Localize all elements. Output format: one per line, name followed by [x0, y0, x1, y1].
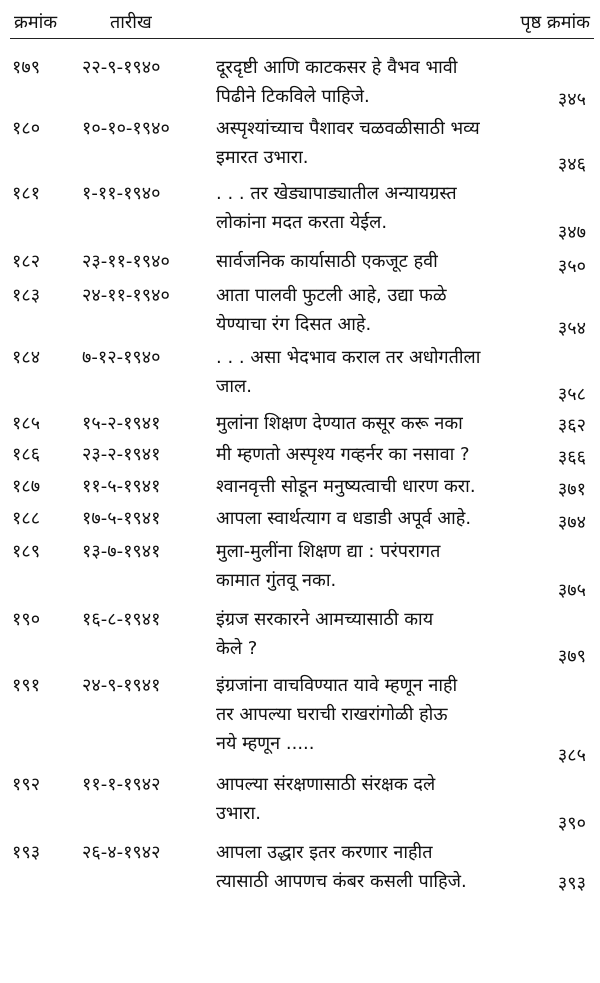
page-number: ३५४	[557, 318, 586, 339]
table-header	[10, 0, 594, 39]
speech-title: आपला उद्धार इतर करणार नाहीत त्यासाठी आपणच कंबर कसली पाहिजे.	[216, 842, 467, 892]
page-number: ३६६	[557, 447, 586, 468]
speech-title: श्वानवृत्ती सोडून मनुष्यत्वाची धारण करा.	[216, 476, 476, 497]
table-row	[10, 179, 594, 247]
date: १०-१०-१९४०	[82, 118, 170, 139]
page-number: ३७९	[557, 646, 586, 667]
table-row	[10, 281, 594, 343]
speech-title: आता पालवी फुटली आहे, उद्या फळे येण्याचा रंग दिसत आहे.	[216, 285, 447, 335]
page-number: ३९०	[557, 813, 586, 834]
date: १३-७-१९४१	[82, 541, 161, 562]
page-number: ३६२	[557, 415, 586, 436]
date: १-११-१९४०	[82, 183, 161, 204]
speech-title: मुला-मुलींना शिक्षण द्या : परंपरागत कामात गुंतवू नका.	[216, 541, 441, 591]
speech-title: इंग्रज सरकारने आमच्यासाठी काय केले ?	[216, 609, 434, 659]
date: २३-११-१९४०	[82, 251, 170, 272]
page-number: ३७५	[557, 580, 586, 601]
date-column-header: तारीख	[110, 12, 152, 33]
serial-number: १८२	[12, 251, 41, 272]
serial-number: १८५	[12, 413, 41, 434]
table-row	[10, 472, 594, 504]
serial-number: १८६	[12, 444, 41, 465]
speech-title: अस्पृश्यांच्याच पैशावर चळवळीसाठी भव्य इमारत उभारा.	[216, 118, 480, 168]
table-row	[10, 671, 594, 770]
speech-title: मी म्हणतो अस्पृश्य गव्हर्नर का नसावा ?	[216, 444, 470, 465]
speech-title: मुलांना शिक्षण देण्यात कसूर करू नका	[216, 413, 463, 434]
serial-number: १९१	[12, 675, 41, 696]
table-row	[10, 53, 594, 114]
page-number: ३९३	[557, 873, 586, 894]
table-row	[10, 247, 594, 281]
page-number: ३४६	[557, 154, 586, 175]
page-column-header: पृष्ठ क्रमांक	[520, 12, 590, 33]
speech-title: दूरदृष्टी आणि काटकसर हे वैभव भावी पिढीने टिकविले पाहिजे.	[216, 57, 458, 107]
date: ११-१-१९४२	[82, 774, 161, 795]
page-number: ३७४	[557, 512, 586, 533]
serial-column-header: क्रमांक	[14, 12, 58, 33]
serial-number: १८४	[12, 347, 41, 368]
serial-number: १९०	[12, 609, 41, 630]
table-row	[10, 770, 594, 838]
date: ११-५-१९४१	[82, 476, 161, 497]
table-row	[10, 537, 594, 605]
date: १५-२-१९४१	[82, 413, 161, 434]
page-number: ३७१	[557, 479, 586, 500]
serial-number: १७९	[12, 57, 41, 78]
table-row	[10, 504, 594, 537]
serial-number: १८१	[12, 183, 41, 204]
date: २४-९-१९४१	[82, 675, 161, 696]
date: २६-४-१९४२	[82, 842, 161, 863]
speech-title: . . . असा भेदभाव कराल तर अधोगतीला जाल.	[216, 347, 481, 397]
serial-number: १८८	[12, 508, 41, 529]
serial-number: १८३	[12, 285, 41, 306]
serial-number: १८७	[12, 476, 41, 497]
table-row	[10, 605, 594, 671]
speech-title: . . . तर खेड्यापाड्यातील अन्यायग्रस्त लोकांना मदत करता येईल.	[216, 183, 457, 233]
speech-title: सार्वजनिक कार्यासाठी एकजूट हवी	[216, 251, 438, 272]
serial-number: १९३	[12, 842, 41, 863]
serial-number: १८९	[12, 541, 41, 562]
date: २३-२-१९४१	[82, 444, 161, 465]
contents-list	[10, 53, 594, 898]
date: १६-८-१९४१	[82, 609, 161, 630]
serial-number: १८०	[12, 118, 41, 139]
date: ७-१२-१९४०	[82, 347, 161, 368]
date: २४-११-१९४०	[82, 285, 170, 306]
page-number: ३५०	[557, 256, 586, 277]
speech-title: आपल्या संरक्षणासाठी संरक्षक दले उभारा.	[216, 774, 436, 824]
date: १७-५-१९४१	[82, 508, 161, 529]
page-number: ३८५	[557, 745, 586, 766]
date: २२-९-१९४०	[82, 57, 161, 78]
page-number: ३४५	[557, 89, 586, 110]
page-number: ३४७	[557, 222, 586, 243]
speech-title: आपला स्वार्थत्याग व धडाडी अपूर्व आहे.	[216, 508, 472, 529]
page-number: ३५८	[557, 384, 586, 405]
serial-number: १९२	[12, 774, 41, 795]
speech-title: इंग्रजांना वाचविण्यात यावे म्हणून नाही तर आपल्या घराची राखरांगोळी होऊ नये म्हणून .....	[216, 675, 458, 754]
table-row	[10, 838, 594, 898]
table-row	[10, 343, 594, 409]
table-row	[10, 409, 594, 440]
table-row	[10, 114, 594, 179]
table-row	[10, 440, 594, 472]
